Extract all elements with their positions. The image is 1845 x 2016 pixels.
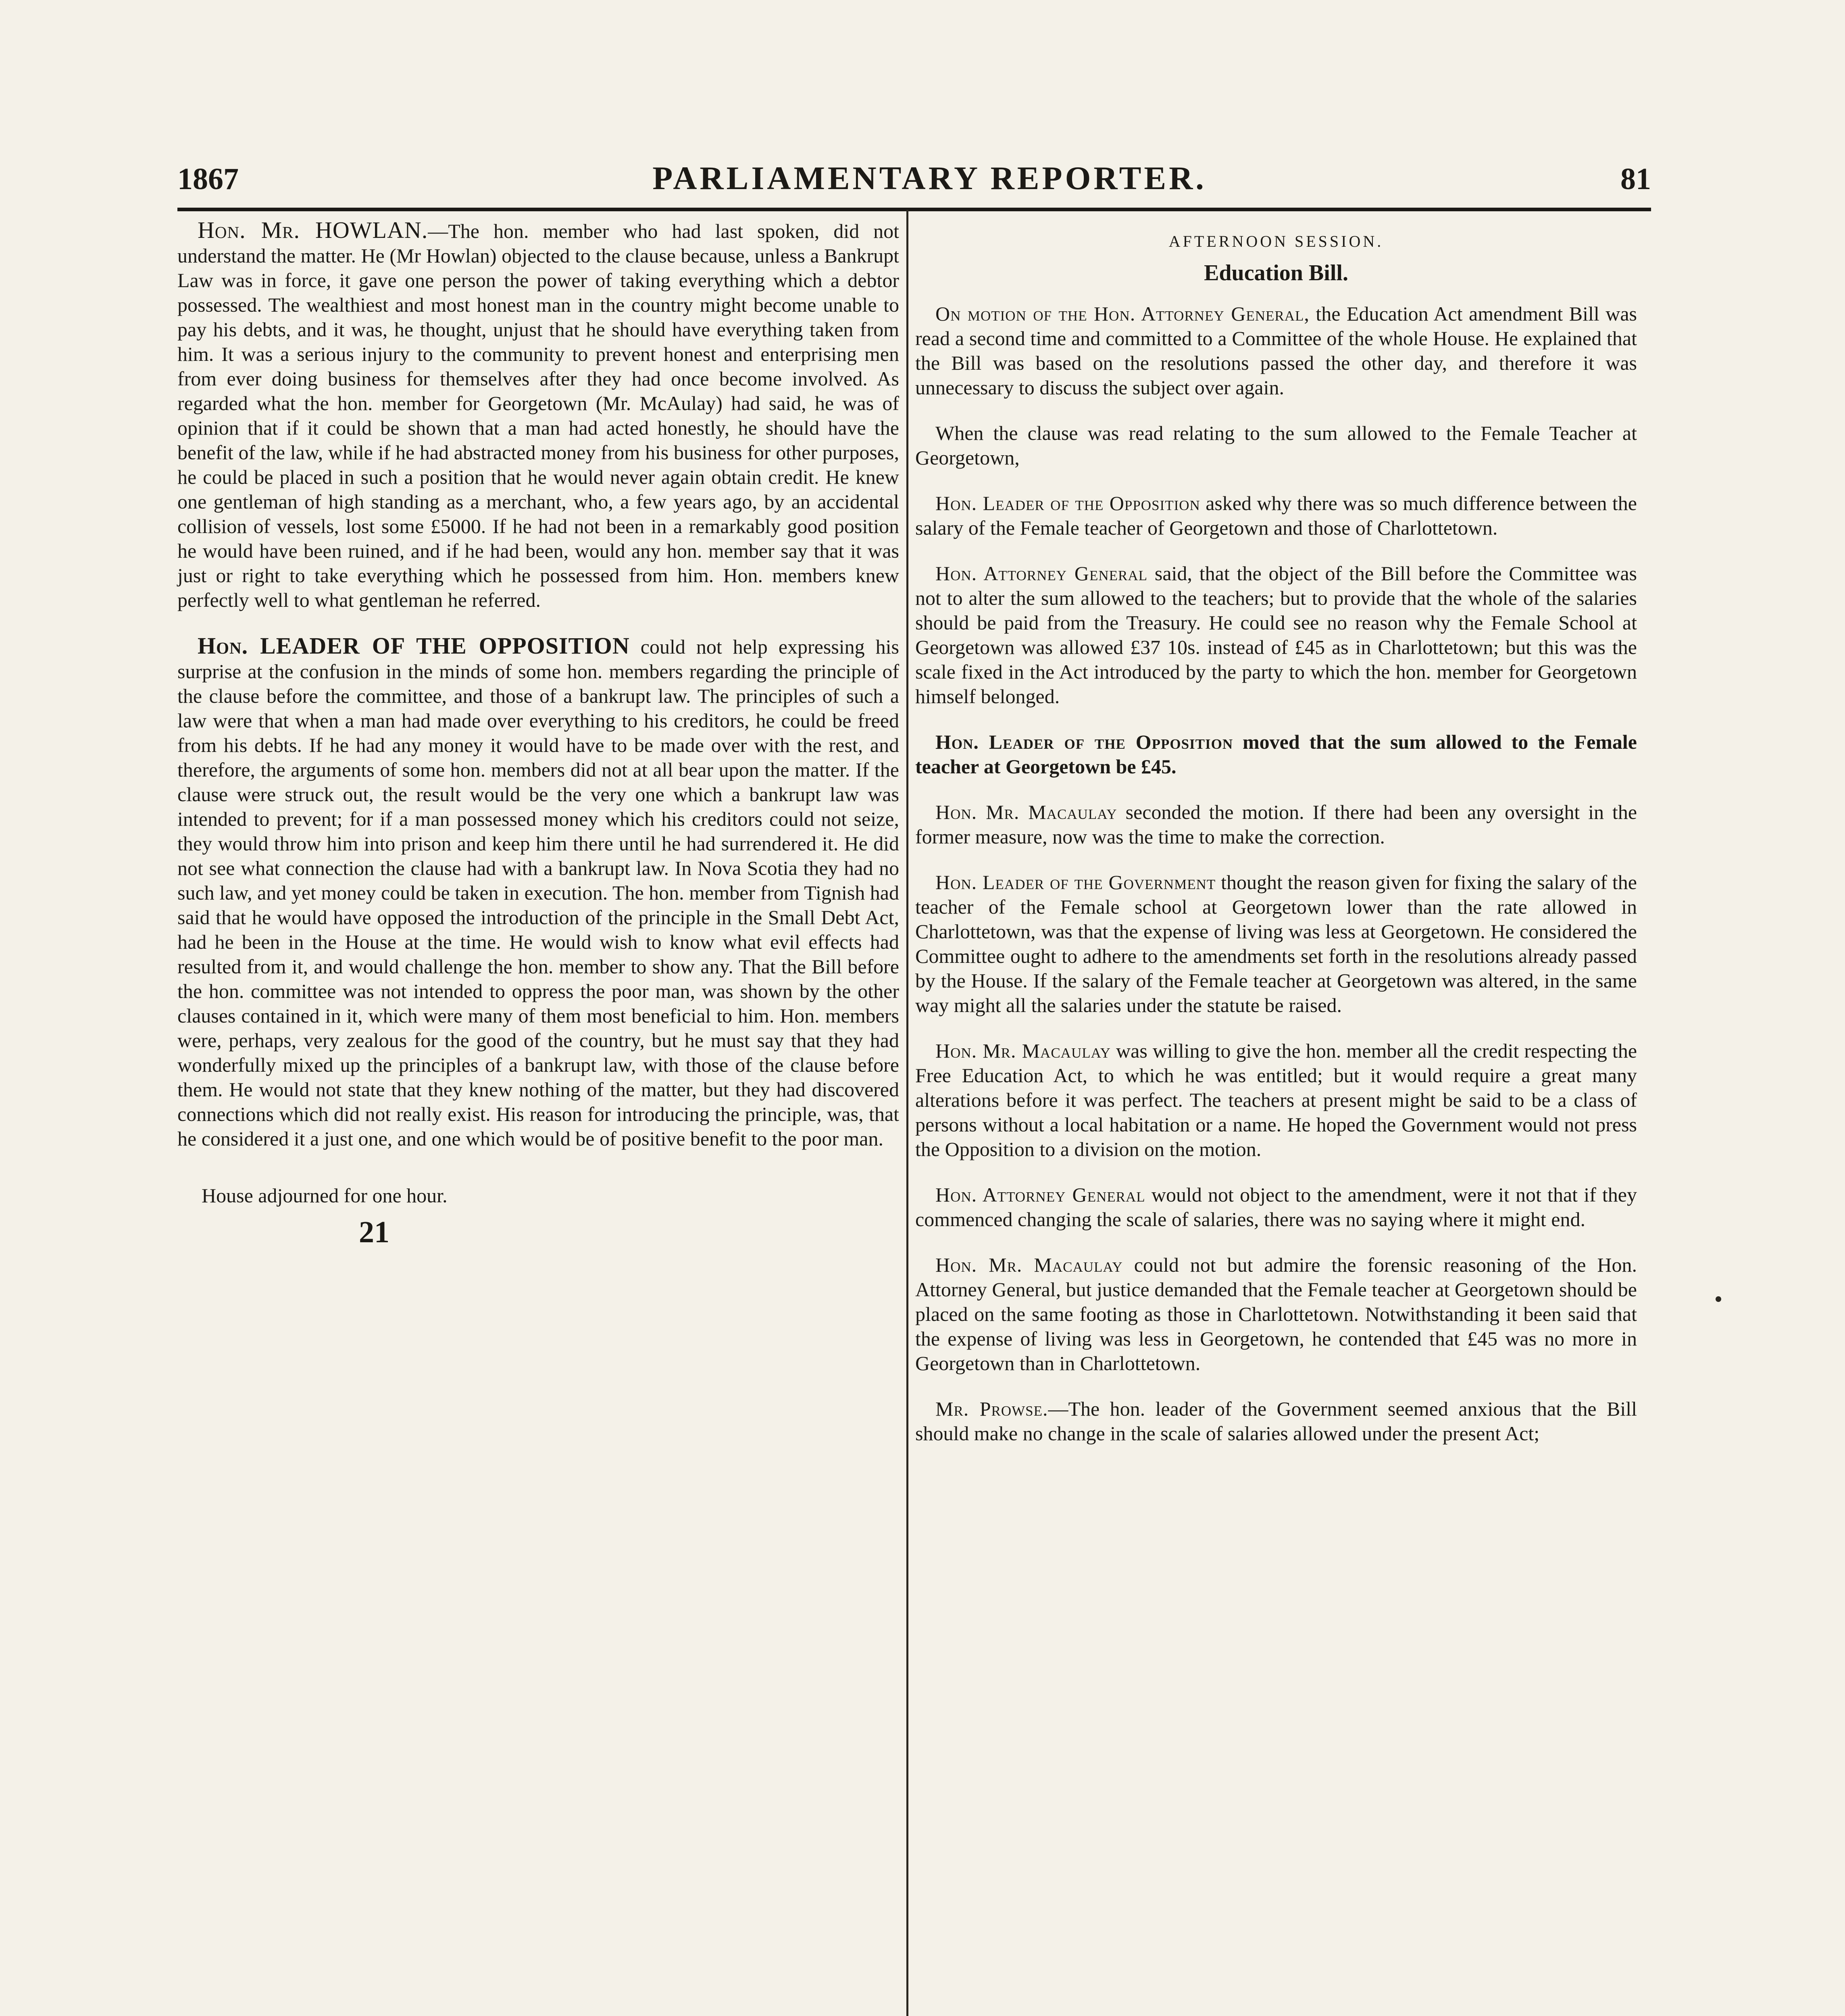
adjournment-note: House adjourned for one hour. bbox=[202, 1184, 448, 1207]
speaker-name: Hon. Attorney General bbox=[935, 1183, 1145, 1206]
paragraph-text: said, that the object of the Bill before the Committee was not to alter the sum allowed to the teachers; but to provide that the whole of the salaries should be paid from the Treasury. He could see no reason why the Female School at Georgetown was allowed £37 10s. instead of £45 as in Charlottetown; but this was the scale fixed in the Act introduced by the party to which the hon. member for Georgetown himself belonged. bbox=[915, 562, 1637, 708]
column-divider bbox=[906, 210, 908, 2016]
macaulay-admire-paragraph bbox=[915, 1253, 1637, 1376]
header-page-number: 81 bbox=[1620, 162, 1651, 196]
opposition-leader-paragraph bbox=[177, 633, 899, 1151]
right-column bbox=[915, 218, 1637, 1448]
speaker-name: Hon. Mr. Macaulay bbox=[935, 1039, 1111, 1062]
paragraph-text: moved that the sum allowed to the Female teacher at Georgetown be £45. bbox=[915, 731, 1637, 778]
paragraph-text: the Education Act amendment Bill was read a second time and committed to a Committee of the whole House. He explained that the Bill was based on the resolutions passed the other day, and therefore it was unnecessary to discuss the subject over again. bbox=[915, 302, 1637, 399]
paragraph-lead: On motion of the Hon. Attorney General, bbox=[935, 302, 1310, 325]
prowse-paragraph bbox=[915, 1397, 1637, 1446]
paragraph-text: was willing to give the hon. member all the credit respecting the Free Education Act, to which he was entitled; but it would require a great many alterations before it was perfect. The teachers at present might be said to be a class of persons without a local habitation or a name. He hoped the Government would not press the Opposition to a division on the motion. bbox=[915, 1039, 1637, 1160]
paragraph-text: asked why there was so much difference between the salary of the Female teacher of Georgetown and those of Charlottetown. bbox=[915, 492, 1637, 539]
attorney-general-paragraph bbox=[915, 561, 1637, 709]
signature-mark: 21 bbox=[359, 1215, 389, 1249]
page-header bbox=[177, 159, 1651, 211]
speaker-name: Hon. Mr. Macaulay bbox=[935, 801, 1117, 823]
paragraph-text: seconded the motion. If there had been any oversight in the former measure, now was the time to make the correction. bbox=[915, 801, 1637, 848]
speaker-name: Hon. Leader of the Government bbox=[935, 871, 1216, 893]
paragraph-text: —The hon. leader of the Government seemed anxious that the Bill should make no change in the scale of salaries allowed under the present Act; bbox=[915, 1397, 1637, 1445]
speaker-name: Mr. Prowse. bbox=[935, 1397, 1048, 1420]
motion-paragraph bbox=[915, 302, 1637, 400]
paragraph-text: —The hon. member who had last spoken, did not understand the matter. He (Mr Howlan) objected to the clause because, unless a Bankrupt Law was in force, it gave one person the power of taking everything which a debtor possessed. The wealthiest and most honest man in the country might become unable to pay his debts, and it was, he thought, unjust that he should have everything taken from him. It was a serious injury to the community to prevent honest and enterprising men from ever doing business for themselves after they had once become involved. As regarded what the hon. member for Georgetown (Mr. McAulay) had said, he was of opinion that if it could be shown that a man had acted honestly, he should have the benefit of the law, while if he had abstracted money from his business for other purposes, he could be placed in such a position that he would never again obtain credit. He knew one gentleman of high standing as a merchant, who, a few years ago, by an accidental collision of vessels, lost some £5000. If he had not been in a remarkably good position he would have been ruined, and if he had been, would any hon. member say that it was just or right to take everything which he possessed from him. Hon. members knew perfectly well to what gentleman he referred. bbox=[177, 220, 899, 611]
speaker-name: Hon. Attorney General bbox=[935, 562, 1148, 585]
ink-spot bbox=[1716, 1296, 1721, 1302]
speaker-name: Hon. Mr. HOWLAN. bbox=[198, 217, 428, 243]
clause-paragraph: When the clause was read relating to the sum allowed to the Female Teacher at Georgetown, bbox=[915, 422, 1637, 469]
macaulay-seconded-paragraph bbox=[915, 800, 1637, 849]
speaker-name: Hon. Leader of the Opposition bbox=[935, 731, 1233, 753]
speaker-name: Hon. Mr. Macaulay bbox=[935, 1254, 1123, 1276]
howlan-paragraph bbox=[177, 218, 899, 612]
opposition-question-paragraph bbox=[915, 491, 1637, 540]
opposition-motion-paragraph bbox=[915, 730, 1637, 779]
attorney-general-reply-paragraph bbox=[915, 1183, 1637, 1232]
paragraph-text: would not object to the amendment, were it not that if they commenced changing the scale of salaries, there was no saying where it might end. bbox=[915, 1183, 1637, 1231]
speaker-name: Hon. Leader of the Opposition bbox=[935, 492, 1200, 514]
header-title: PARLIAMENTARY REPORTER. bbox=[652, 160, 1207, 196]
paragraph-text: thought the reason given for fixing the salary of the teacher of the Female school at Georgetown lower than the rate allowed in Charlottetown, was that the expense of living was less at Georgetown. He considered the Committee ought to adhere to the amendments set forth in the resolutions already passed by the House. If the salary of the Female teacher at Georgetown was altered, in the same way might all the salaries under the statute be raised. bbox=[915, 871, 1637, 1016]
left-column bbox=[177, 218, 899, 1247]
header-year: 1867 bbox=[177, 162, 239, 196]
section-heading: Education Bill. bbox=[1204, 260, 1348, 285]
macaulay-willing-paragraph bbox=[915, 1039, 1637, 1162]
speaker-name: Hon. LEADER OF THE OPPOSITION bbox=[198, 633, 630, 659]
session-heading: AFTERNOON SESSION. bbox=[1168, 232, 1384, 250]
paragraph-text: could not but admire the forensic reasoning of the Hon. Attorney General, but justice demanded that the Female teacher at Georgetown should be placed on the same footing as those in Charlottetown. Notwithstanding it been said that the expense of living was less in Georgetown, he contended that £45 was no more in Georgetown than in Charlottetown. bbox=[915, 1254, 1637, 1375]
government-leader-paragraph bbox=[915, 870, 1637, 1018]
paragraph-text: could not help expressing his surprise at the confusion in the minds of some hon. members regarding the principle of the clause before the committee, and those of a bankrupt law. The principles of such a law were that when a man had made over everything to his creditors, he could be freed from his debts. If he had any money it would have to be made over with the rest, and therefore, the arguments of some hon. members did not at all bear upon the matter. If the clause were struck out, the result would be the very one which a bankrupt law was intended to prevent; for if a man possessed money which his creditors could not seize, they would throw him into prison and keep him there until he had surrendered it. He did not see what connection the clause had with a bankrupt law. In Nova Scotia they had no such law, and yet money could be taken in execution. The hon. member from Tignish had said that he would have opposed the introduction of the principle in the Small Debt Act, had he been in the House at the time. He would wish to know what evil effects had resulted from it, and would challenge the hon. member to show any. That the Bill before the hon. committee was not intended to oppress the poor man, was shown by the other clauses contained in it, which were many of them most beneficial to him. Hon. members were, perhaps, very zealous for the good of the country, but he must say that they had wonderfully mixed up the principles of a bankrupt law, with those of the clause before them. He would not state that they knew nothing of the matter, but they had discovered connections which did not really exist. His reason for introducing the principle, was, that he considered it a just one, and one which would be of positive benefit to the poor man. bbox=[177, 635, 900, 1150]
